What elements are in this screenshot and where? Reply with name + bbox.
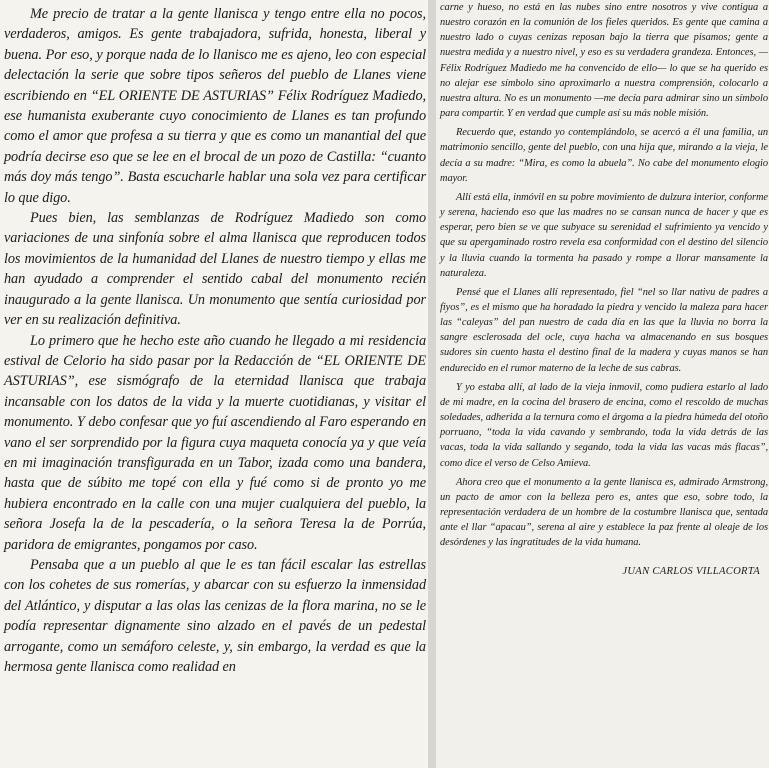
- paragraph: carne y hueso, no está en las nubes sino entre nosotros y vive contigua a nuestro corazón en la comunión de los fieles queridos. Es gente que camina a nuestro lado o cuyas cenizas reposan bajo la tierra que pisamos; gente a nuestra medida y a nuestro nivel, y eso es su verdadera grandeza. Entonces, —Félix Rodríguez Madiedo me ha convencido de ello— lo que se ha querido es no alejar ese símbolo sino aproximarlo a nuestra comprensión, colocarlo a nuestra altura. No es un monumento —me decía para admirar sino un símbolo para compartir. Y en verdad que cumple así su más noble misión.: [440, 2, 768, 120]
- paragraph: Pues bien, las semblanzas de Rodríguez Madiedo son como variaciones de una sinfonía sobre el alma llanisca que reproducen todos los movimientos de la humanidad del Llanes de nuestro tiempo y ellas me han ayudado a comprender el sentido cabal del monumento recién inaugurado a la gente llanisca. Un monumento que sentía curiosidad por ver en su realización definitiva.: [4, 210, 426, 329]
- paragraph: Y yo estaba allí, al lado de la vieja inmovil, como pudiera estarlo al lado de mi madre, en la cocina del brasero de encina, como el rescoldo de muchas soledades, adherida a la ternura como el árgoma a la piedra húmeda del otoño porruano, “toda la vida cavando y sembrando, toda la vida detrás de las vacas, toda la vida sallando y segando, toda la vida las vacas más flacas”, como dice el verso de Celso Amieva.: [440, 381, 768, 469]
- author-signature: JUAN CARLOS VILLACORTA: [622, 566, 760, 578]
- paragraph: Me precio de tratar a la gente llanisca y tengo entre ella no pocos, verdaderos, amigos. Es gente trabajadora, sufrida, honesta, liberal y buena. Por eso, y porque nada de lo llanisco me es ajeno, leo con especial delectación la serie que sobre tipos señeros del pueblo de Llanes viene escribiendo en “EL ORIENTE DE ASTURIAS” Félix Rodríguez Madiedo, ese humanista exuberante cuyo conocimiento de Llanes es tan profundo como el amor que profesa a su tierra y que es como un manantial del que podría decirse eso que se lee en el brocal de un pozo de Castilla: “cuanto más doy más tengo”. Basta escucharle hablar una sola vez para certificar lo que digo.: [4, 6, 426, 206]
- paragraph: Pensaba que a un pueblo al que le es tan fácil escalar las estrellas con los cohetes de sus romerías, y abarcar con su esfuerzo la inmensidad del Atlántico, y disputar a las olas las cenizas de la flora marina, no se le podía representar dignamente sino alzado en el pavés de un pedestal arrogante, como un semáforo celeste, y, sin embargo, la verdad es que la hermosa gente llanisca como realidad en: [4, 556, 426, 675]
- paragraph: Lo primero que he hecho este año cuando he llegado a mi residencia estival de Celorio ha sido pasar por la Redacción de “EL ORIENTE DE ASTURIAS”, ese sismógrafo de la eternidad llanisca que trabaja incansable con los datos de la vida y la muerte cuotidianas, y visitar el monumento. Y debo confesar que yo fuí ascendiendo al Faro esperando en vano el ser sorprendido por la figura cuya maqueta conocía ya y que veía en mi imaginación transfigurada en un Tabor, izada como una bandera, hasta que de súbito me topé con ella y fué como si de pronto yo me hubiera encontrado en la calle con una mujer cualquiera del pueblo, la señora Josefa la de la pescadería, o la señora Teresa la de Porrúa, paridora de emigrantes, pongamos por caso.: [4, 332, 426, 553]
- right-column-text: [436, 0, 768, 580]
- paragraph: Pensé que el Llanes allí representado, fiel “nel so llar nativu de padres a fiyos”, es el mismo que ha horadado la piedra y vencido la maleza para hacer las “caleyas” del pan nuestro de cada día en las que la lluvia no borra la sangre esclerosada del ocle, cuya hacha va almacenando en sus bosques sudores sin cuento hasta el destino final de la madera y cuyas manos se han endurecido en el rumor materno de la leche de sus cabras.: [440, 286, 768, 374]
- paragraph: Allí está ella, inmóvil en su pobre movimiento de dulzura interior, conforme y serena, haciendo eso que las madres no se cansan nunca de hacer y que es esperar, pero bien se ve que subyace su serenidad el sufrimiento ya vencido y que su apergaminado rostro revela esa conformidad con el destino del silencio y la lluvia cuando la tormenta ha pasado y rompe a llorar mansamente la naturaleza.: [440, 191, 768, 279]
- left-column-text: [0, 0, 426, 677]
- column-gutter: [428, 0, 436, 768]
- right-column: [436, 0, 769, 768]
- paragraph: Ahora creo que el monumento a la gente llanisca es, admirado Armstrong, un pacto de amor con la belleza pero es, antes que eso, sobre todo, la representación verdadera de un hombre de la costumbre llanisca que, sentada ante el llar “apacau”, serena al aire y establece la paz frente al oleaje de los desórdenes y las ingratitudes de la vida humana.: [440, 476, 768, 549]
- paragraph: Recuerdo que, estando yo contemplándolo, se acercó a él una familia, un matrimonio sencillo, gente del pueblo, con una hija que, mirando a la vieja, le decía a su madre: “Mira, es como la abuela”. No cabe del monumento elogio mayor.: [440, 127, 768, 184]
